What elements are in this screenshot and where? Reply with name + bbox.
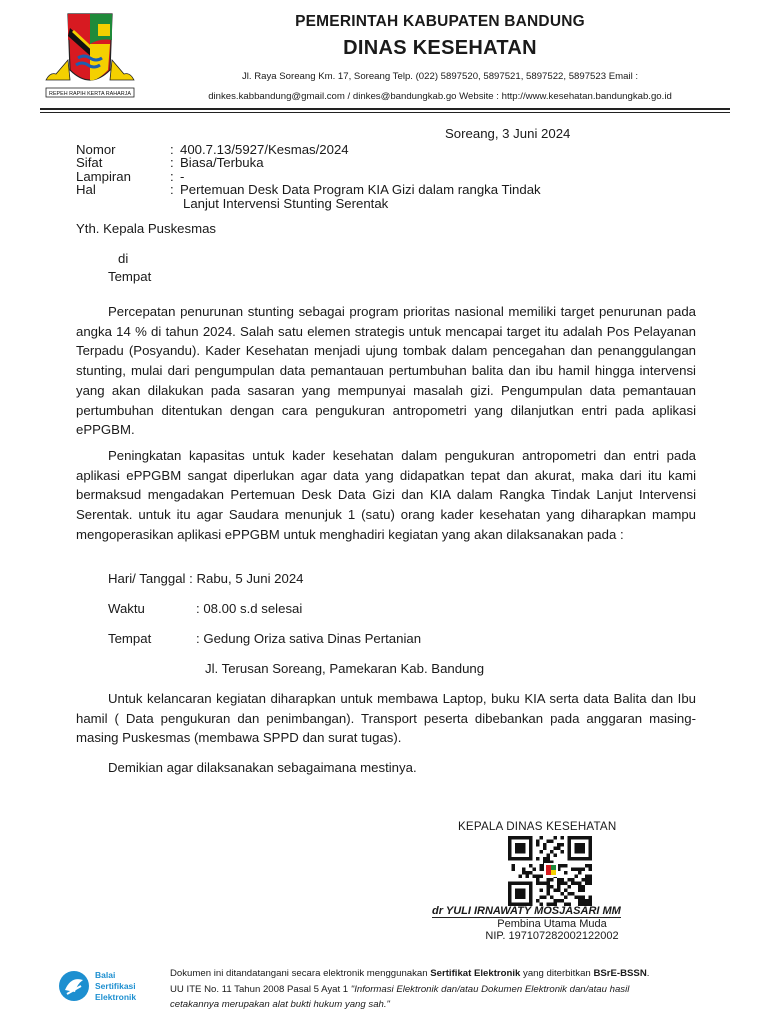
schedule-place-address: Jl. Terusan Soreang, Pamekaran Kab. Bandung: [205, 661, 485, 676]
schedule-day-label: Hari/ Tanggal: [108, 571, 186, 586]
header-divider-thin: [40, 112, 730, 113]
paragraph-2: Peningkatan kapasitas untuk kader kesehatan dalam pengukuran antropometri dan entri pada aplikasi ePPGBM sangat diperlukan agar data yang didapatkan tepat dan akurat, maka dari itu kami bermaksud mengadakan Pertemuan Desk Data Gizi dan KIA dalam Rangka Tindak Lanjut Intervensi Serentak. untuk itu agar Saudara menunjuk 1 (satu) orang kader kesehatan yang diharapkan mampu mengoperasikan aplikasi ePPGBM untuk menghadiri kegiatan yang akan dilaksanakan pada :: [76, 448, 696, 542]
signature-qr-code: [508, 836, 592, 906]
addressee: Yth. Kepala Puskesmas: [76, 221, 217, 236]
meta-row-sifat: Sifat : Biasa/Terbuka: [76, 156, 541, 169]
footer-line-3: cetakannya merupakan alat bukti hukum yang sah.": [170, 999, 390, 1010]
schedule-day-value: : Rabu, 5 Juni 2024: [189, 571, 304, 586]
address-line-1: Jl. Raya Soreang Km. 17, Soreang Telp. (022) 5897520, 5897521, 5897522, 5897523 Email :: [241, 71, 639, 82]
footer-line-1: Dokumen ini ditandatangani secara elektronik menggunakan Sertifikat Elektronik yang diterbitkan BSrE-BSSN.: [170, 968, 650, 979]
schedule-day: [108, 571, 304, 586]
bsre-text-2: Sertifikasi: [95, 981, 136, 991]
addressee-place: Tempat: [108, 269, 152, 284]
schedule-place-label: Tempat: [108, 631, 152, 646]
kabupaten-bandung-logo: [40, 10, 140, 102]
header-divider-thick: [40, 108, 730, 110]
schedule-place-value: : Gedung Oriza sativa Dinas Pertanian: [196, 631, 422, 646]
subject-line-2: Lanjut Intervensi Stunting Serentak: [183, 195, 389, 211]
paragraph-3: Untuk kelancaran kegiatan diharapkan untuk membawa Laptop, buku KIA serta data Balita dan Ibu hamil ( Data pengukuran dan penimbangan). Transport peserta dibebankan pada anggaran masing-masing Puskesmas (membawa SPPD dan surat tugas).: [76, 691, 696, 746]
e-signature-notice: [170, 966, 730, 1013]
meta-label: Nomor: [76, 142, 116, 157]
bsre-text-3: Elektronik: [95, 992, 137, 1002]
meta-label: Hal: [76, 182, 96, 198]
meta-row-lampiran: Lampiran : -: [76, 170, 541, 183]
meta-row-nomor: Nomor : 400.7.13/5927/Kesmas/2024: [76, 143, 541, 156]
meta-value: Biasa/Terbuka: [180, 155, 264, 171]
place-date: Soreang, 3 Juni 2024: [445, 126, 571, 141]
meta-row-hal: Hal : Pertemuan Desk Data Program KIA Gizi dalam rangka Tindak Lanjut Intervensi Stunting Serentak: [76, 182, 541, 211]
signatory-rank: Pembina Utama Muda: [497, 918, 607, 930]
logo-motto: REPEH RAPIH KERTA RAHARJA: [49, 91, 131, 97]
schedule-time-value: : 08.00 s.d selesai: [196, 601, 303, 616]
letter-meta: [76, 143, 541, 210]
meta-value: 400.7.13/5927/Kesmas/2024: [180, 142, 349, 157]
meta-label: Lampiran: [76, 168, 131, 184]
paragraph-1: Percepatan penurunan stunting sebagai program prioritas nasional memiliki target penurunan pada angka 14 % di tahun 2024. Salah satu elemen strategis untuk mencapai target itu adalah Pos Pelayanan Terpadu (Posyandu). Kader Kesehatan menjadi ujung tombak dalam pencegahan dan penanggulangan stunting, mulai dari pengumpulan data pemantauan pertumbuhan balita dan ibu hamil hingga intervensi yang akan dilakukan pada sasaran yang mempunyai masalah gizi. Pengumpulan data pemantauan pertumbuhan ditentukan dengan cara pengukuran antropometri yang dilanjutkan entri pada aplikasi ePPGBM.: [76, 304, 696, 438]
signature-title: KEPALA DINAS KESEHATAN: [458, 820, 617, 833]
subject-line-1: Pertemuan Desk Data Program KIA Gizi dalam rangka Tindak: [180, 182, 541, 198]
meta-label: Sifat: [76, 155, 103, 171]
address-line-2: dinkes.kabbandung@gmail.com / dinkes@bandungkab.go Website : http://www.kesehatan.bandungkab.go.id: [208, 91, 672, 102]
schedule-time-label: Waktu: [108, 601, 145, 616]
footer-line-2: UU ITE No. 11 Tahun 2008 Pasal 5 Ayat 1 "Informasi Elektronik dan/atau Dokumen Elektronik dan/atau hasil: [170, 983, 630, 995]
meta-value: [180, 183, 541, 210]
closing-sentence: Demikian agar dilaksanakan sebagaimana mestinya.: [108, 760, 417, 775]
meta-value: -: [180, 168, 185, 184]
signatory-name: dr YULI IRNAWATY MOSJASARI MM: [432, 905, 621, 917]
department-name: DINAS KESEHATAN: [343, 37, 537, 59]
bsre-text-1: Balai: [95, 970, 116, 980]
addressee-di: di: [118, 251, 129, 266]
government-name: PEMERINTAH KABUPATEN BANDUNG: [295, 13, 585, 30]
bsre-logo: [57, 966, 167, 1006]
signatory-nip: NIP. 197107282002122002: [485, 930, 619, 942]
